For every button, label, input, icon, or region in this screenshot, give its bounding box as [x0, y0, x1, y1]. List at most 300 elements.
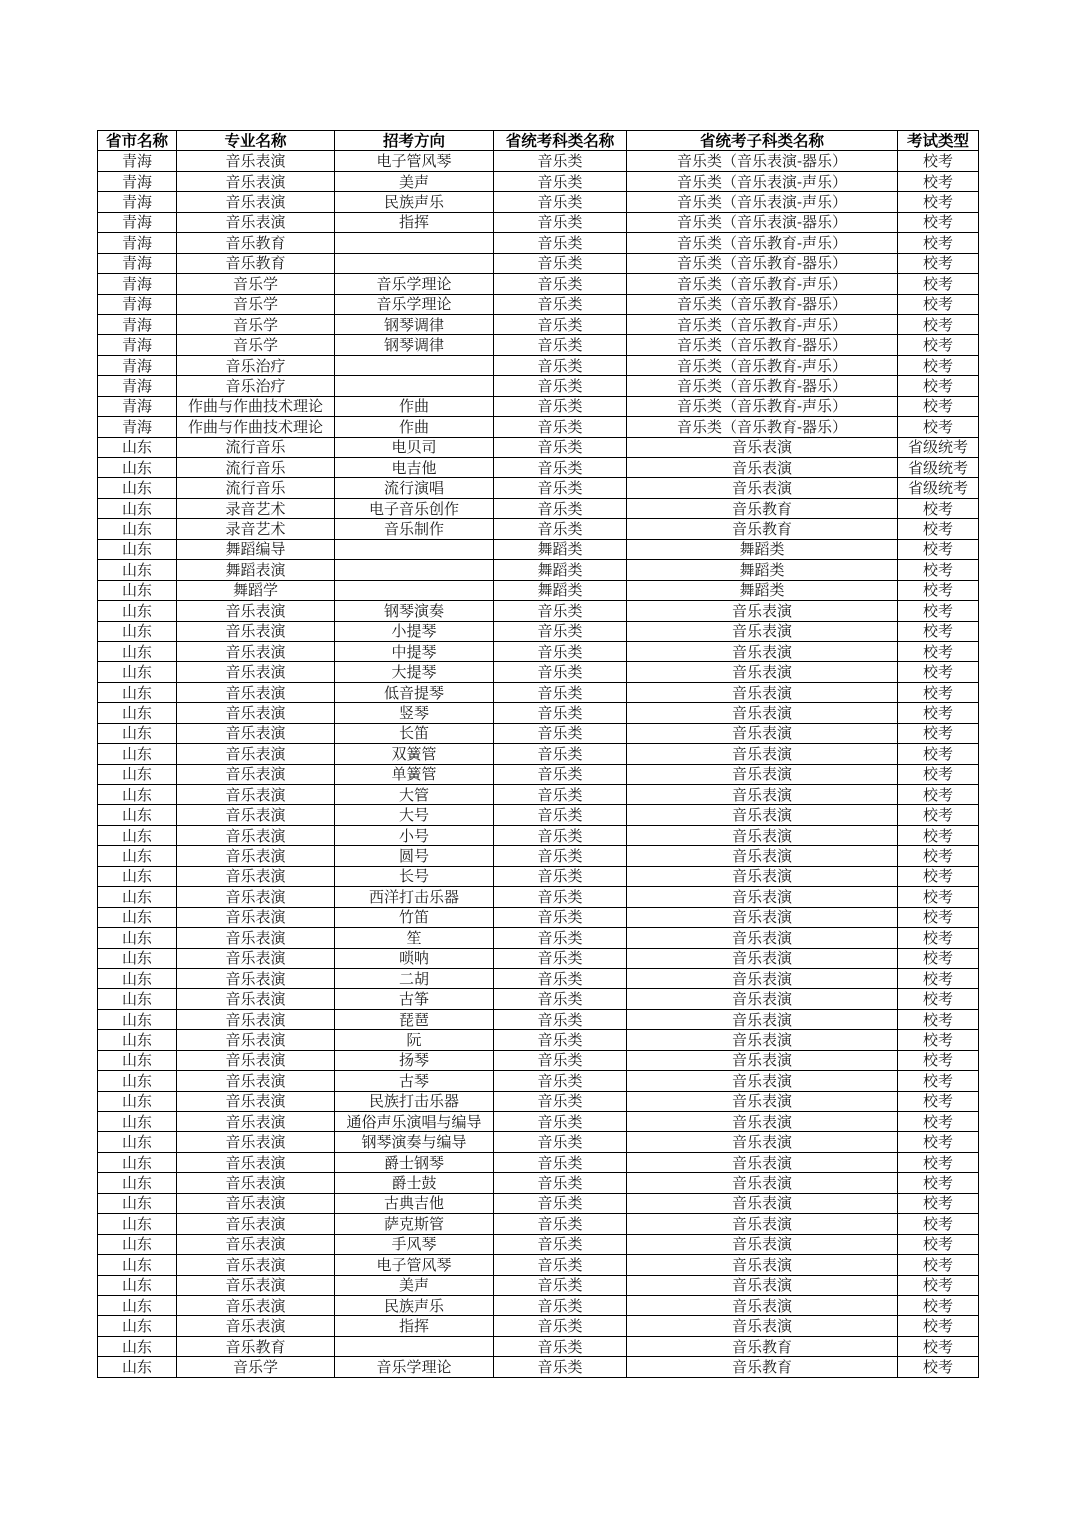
cell-exam-type: 校考 — [898, 1275, 979, 1295]
cell-direction: 音乐学理论 — [335, 294, 494, 314]
table-row — [98, 703, 979, 723]
cell-direction: 唢呐 — [335, 948, 494, 968]
table-row — [98, 1173, 979, 1193]
cell-major: 流行音乐 — [177, 437, 335, 457]
cell-province: 青海 — [98, 253, 177, 273]
cell-exam-type: 校考 — [898, 192, 979, 212]
cell-category: 音乐类 — [494, 948, 627, 968]
cell-direction: 阮 — [335, 1030, 494, 1050]
cell-province: 山东 — [98, 621, 177, 641]
cell-exam-type: 校考 — [898, 744, 979, 764]
cell-category: 音乐类 — [494, 1214, 627, 1234]
cell-major: 音乐表演 — [177, 1316, 335, 1336]
cell-subcategory: 音乐类（音乐教育-声乐） — [627, 314, 898, 334]
admissions-table — [97, 130, 979, 1378]
cell-category: 音乐类 — [494, 866, 627, 886]
cell-province: 山东 — [98, 539, 177, 559]
cell-exam-type: 校考 — [898, 887, 979, 907]
cell-subcategory: 音乐表演 — [627, 1050, 898, 1070]
cell-province: 山东 — [98, 1295, 177, 1315]
cell-subcategory: 音乐表演 — [627, 601, 898, 621]
cell-category: 音乐类 — [494, 1071, 627, 1091]
cell-exam-type: 校考 — [898, 396, 979, 416]
cell-major: 音乐表演 — [177, 212, 335, 232]
cell-exam-type: 校考 — [898, 560, 979, 580]
cell-category: 音乐类 — [494, 519, 627, 539]
cell-province: 山东 — [98, 641, 177, 661]
cell-province: 山东 — [98, 1316, 177, 1336]
cell-category: 音乐类 — [494, 478, 627, 498]
cell-major: 音乐表演 — [177, 601, 335, 621]
cell-subcategory: 音乐表演 — [627, 703, 898, 723]
table-row — [98, 1336, 979, 1356]
cell-direction — [335, 376, 494, 396]
cell-category: 音乐类 — [494, 744, 627, 764]
cell-category: 音乐类 — [494, 989, 627, 1009]
cell-exam-type: 校考 — [898, 785, 979, 805]
cell-direction: 指挥 — [335, 1316, 494, 1336]
cell-direction: 竹笛 — [335, 907, 494, 927]
cell-category: 音乐类 — [494, 968, 627, 988]
table-row — [98, 560, 979, 580]
table-row — [98, 764, 979, 784]
cell-province: 青海 — [98, 171, 177, 191]
cell-province: 山东 — [98, 1255, 177, 1275]
cell-major: 音乐表演 — [177, 907, 335, 927]
table-row — [98, 846, 979, 866]
cell-province: 山东 — [98, 1009, 177, 1029]
table-row — [98, 396, 979, 416]
cell-exam-type: 校考 — [898, 519, 979, 539]
cell-province: 山东 — [98, 1173, 177, 1193]
cell-direction: 双簧管 — [335, 744, 494, 764]
table-row — [98, 1132, 979, 1152]
cell-subcategory: 音乐类（音乐教育-声乐） — [627, 355, 898, 375]
cell-subcategory: 音乐表演 — [627, 968, 898, 988]
cell-exam-type: 校考 — [898, 968, 979, 988]
cell-major: 音乐表演 — [177, 989, 335, 1009]
table-row — [98, 580, 979, 600]
cell-direction: 长笛 — [335, 723, 494, 743]
cell-exam-type: 校考 — [898, 928, 979, 948]
cell-direction: 钢琴演奏与编导 — [335, 1132, 494, 1152]
cell-major: 音乐表演 — [177, 866, 335, 886]
cell-exam-type: 校考 — [898, 621, 979, 641]
cell-province: 山东 — [98, 437, 177, 457]
cell-direction: 古典吉他 — [335, 1193, 494, 1213]
cell-province: 山东 — [98, 458, 177, 478]
cell-province: 青海 — [98, 376, 177, 396]
cell-subcategory: 音乐表演 — [627, 458, 898, 478]
cell-exam-type: 校考 — [898, 1071, 979, 1091]
cell-direction: 指挥 — [335, 212, 494, 232]
cell-exam-type: 省级统考 — [898, 458, 979, 478]
table-row — [98, 498, 979, 518]
cell-exam-type: 校考 — [898, 355, 979, 375]
cell-subcategory: 音乐表演 — [627, 723, 898, 743]
table-row — [98, 1071, 979, 1091]
cell-category: 音乐类 — [494, 1091, 627, 1111]
cell-province: 青海 — [98, 212, 177, 232]
cell-category: 音乐类 — [494, 1357, 627, 1377]
cell-province: 青海 — [98, 274, 177, 294]
cell-subcategory: 音乐表演 — [627, 907, 898, 927]
cell-subcategory: 音乐表演 — [627, 948, 898, 968]
cell-exam-type: 校考 — [898, 1009, 979, 1029]
cell-province: 山东 — [98, 1275, 177, 1295]
cell-province: 山东 — [98, 887, 177, 907]
cell-category: 音乐类 — [494, 1275, 627, 1295]
cell-direction: 通俗声乐演唱与编导 — [335, 1112, 494, 1132]
cell-subcategory: 音乐表演 — [627, 1275, 898, 1295]
cell-exam-type: 省级统考 — [898, 437, 979, 457]
cell-category: 音乐类 — [494, 274, 627, 294]
cell-province: 山东 — [98, 866, 177, 886]
cell-category: 音乐类 — [494, 437, 627, 457]
cell-major: 音乐表演 — [177, 641, 335, 661]
cell-direction — [335, 355, 494, 375]
cell-direction: 美声 — [335, 171, 494, 191]
cell-exam-type: 校考 — [898, 764, 979, 784]
cell-category: 音乐类 — [494, 458, 627, 478]
cell-category: 音乐类 — [494, 1193, 627, 1213]
cell-subcategory: 音乐类（音乐教育-器乐） — [627, 335, 898, 355]
cell-major: 音乐学 — [177, 274, 335, 294]
cell-category: 音乐类 — [494, 907, 627, 927]
cell-province: 青海 — [98, 335, 177, 355]
cell-subcategory: 音乐表演 — [627, 764, 898, 784]
cell-direction: 西洋打击乐器 — [335, 887, 494, 907]
cell-subcategory: 音乐表演 — [627, 1009, 898, 1029]
table-row — [98, 968, 979, 988]
cell-province: 青海 — [98, 192, 177, 212]
cell-direction: 大管 — [335, 785, 494, 805]
cell-subcategory: 音乐表演 — [627, 682, 898, 702]
cell-province: 山东 — [98, 1071, 177, 1091]
cell-province: 山东 — [98, 1030, 177, 1050]
cell-exam-type: 校考 — [898, 948, 979, 968]
cell-province: 山东 — [98, 928, 177, 948]
cell-category: 音乐类 — [494, 846, 627, 866]
cell-major: 音乐表演 — [177, 1030, 335, 1050]
cell-subcategory: 音乐表演 — [627, 1255, 898, 1275]
cell-subcategory: 音乐类（音乐教育-声乐） — [627, 274, 898, 294]
cell-province: 青海 — [98, 151, 177, 171]
cell-category: 音乐类 — [494, 1030, 627, 1050]
cell-major: 音乐表演 — [177, 1009, 335, 1029]
cell-subcategory: 音乐表演 — [627, 1091, 898, 1111]
cell-category: 音乐类 — [494, 233, 627, 253]
cell-major: 音乐教育 — [177, 1336, 335, 1356]
table-row — [98, 1091, 979, 1111]
cell-subcategory: 音乐表演 — [627, 825, 898, 845]
cell-major: 音乐表演 — [177, 825, 335, 845]
cell-subcategory: 音乐表演 — [627, 846, 898, 866]
table-row — [98, 151, 979, 171]
table-row — [98, 458, 979, 478]
table-row — [98, 989, 979, 1009]
cell-subcategory: 音乐类（音乐教育-声乐） — [627, 396, 898, 416]
cell-major: 舞蹈表演 — [177, 560, 335, 580]
cell-exam-type: 校考 — [898, 846, 979, 866]
cell-major: 音乐表演 — [177, 1193, 335, 1213]
cell-subcategory: 音乐表演 — [627, 805, 898, 825]
table-row — [98, 212, 979, 232]
cell-category: 音乐类 — [494, 682, 627, 702]
table-row — [98, 928, 979, 948]
cell-direction: 二胡 — [335, 968, 494, 988]
cell-subcategory: 音乐类（音乐教育-声乐） — [627, 233, 898, 253]
header-province: 省市名称 — [98, 131, 177, 151]
table-row — [98, 294, 979, 314]
cell-category: 音乐类 — [494, 601, 627, 621]
table-row — [98, 233, 979, 253]
table-body — [98, 151, 979, 1377]
cell-direction: 美声 — [335, 1275, 494, 1295]
table-row — [98, 1193, 979, 1213]
cell-province: 青海 — [98, 314, 177, 334]
cell-category: 音乐类 — [494, 1152, 627, 1172]
cell-direction: 爵士鼓 — [335, 1173, 494, 1193]
cell-major: 音乐表演 — [177, 1112, 335, 1132]
cell-exam-type: 校考 — [898, 825, 979, 845]
cell-province: 青海 — [98, 396, 177, 416]
cell-category: 音乐类 — [494, 723, 627, 743]
table-row — [98, 335, 979, 355]
cell-category: 舞蹈类 — [494, 560, 627, 580]
cell-category: 音乐类 — [494, 171, 627, 191]
header-row — [98, 131, 979, 151]
cell-province: 山东 — [98, 1357, 177, 1377]
table-row — [98, 1357, 979, 1377]
table-row — [98, 171, 979, 191]
cell-subcategory: 音乐类（音乐教育-器乐） — [627, 294, 898, 314]
cell-exam-type: 校考 — [898, 682, 979, 702]
cell-category: 音乐类 — [494, 641, 627, 661]
table-row — [98, 1112, 979, 1132]
cell-direction: 小号 — [335, 825, 494, 845]
cell-exam-type: 校考 — [898, 703, 979, 723]
cell-direction: 电子管风琴 — [335, 1255, 494, 1275]
cell-major: 音乐表演 — [177, 744, 335, 764]
cell-province: 山东 — [98, 1214, 177, 1234]
cell-direction: 低音提琴 — [335, 682, 494, 702]
table-row — [98, 907, 979, 927]
cell-exam-type: 校考 — [898, 335, 979, 355]
table-row — [98, 948, 979, 968]
cell-category: 音乐类 — [494, 335, 627, 355]
cell-major: 音乐表演 — [177, 171, 335, 191]
cell-exam-type: 校考 — [898, 1152, 979, 1172]
cell-direction: 扬琴 — [335, 1050, 494, 1070]
cell-direction — [335, 1336, 494, 1356]
table-row — [98, 519, 979, 539]
table-row — [98, 1275, 979, 1295]
cell-subcategory: 音乐表演 — [627, 1234, 898, 1254]
table-row — [98, 478, 979, 498]
cell-province: 山东 — [98, 1091, 177, 1111]
cell-major: 音乐学 — [177, 335, 335, 355]
cell-category: 音乐类 — [494, 417, 627, 437]
cell-exam-type: 校考 — [898, 641, 979, 661]
cell-subcategory: 音乐教育 — [627, 1336, 898, 1356]
table-row — [98, 1255, 979, 1275]
cell-direction: 音乐学理论 — [335, 274, 494, 294]
cell-subcategory: 音乐表演 — [627, 887, 898, 907]
cell-province: 青海 — [98, 233, 177, 253]
table-row — [98, 1152, 979, 1172]
cell-major: 音乐表演 — [177, 1152, 335, 1172]
cell-direction: 长号 — [335, 866, 494, 886]
cell-exam-type: 校考 — [898, 233, 979, 253]
cell-province: 山东 — [98, 744, 177, 764]
header-direction: 招考方向 — [335, 131, 494, 151]
cell-direction: 电子音乐创作 — [335, 498, 494, 518]
cell-exam-type: 校考 — [898, 1193, 979, 1213]
cell-category: 音乐类 — [494, 662, 627, 682]
cell-direction: 爵士钢琴 — [335, 1152, 494, 1172]
cell-direction: 大提琴 — [335, 662, 494, 682]
cell-direction: 钢琴演奏 — [335, 601, 494, 621]
cell-direction: 中提琴 — [335, 641, 494, 661]
cell-major: 音乐教育 — [177, 233, 335, 253]
cell-exam-type: 校考 — [898, 1132, 979, 1152]
header-category: 省统考科类名称 — [494, 131, 627, 151]
cell-category: 音乐类 — [494, 1336, 627, 1356]
cell-exam-type: 校考 — [898, 1295, 979, 1315]
cell-direction: 圆号 — [335, 846, 494, 866]
cell-province: 山东 — [98, 907, 177, 927]
cell-category: 音乐类 — [494, 1009, 627, 1029]
cell-province: 青海 — [98, 355, 177, 375]
table-row — [98, 1214, 979, 1234]
cell-direction: 钢琴调律 — [335, 335, 494, 355]
cell-exam-type: 校考 — [898, 539, 979, 559]
cell-major: 录音艺术 — [177, 498, 335, 518]
table-row — [98, 192, 979, 212]
cell-province: 山东 — [98, 785, 177, 805]
table-row — [98, 641, 979, 661]
cell-subcategory: 音乐表演 — [627, 1152, 898, 1172]
cell-exam-type: 校考 — [898, 907, 979, 927]
cell-category: 音乐类 — [494, 1112, 627, 1132]
cell-category: 音乐类 — [494, 1132, 627, 1152]
table-header — [98, 131, 979, 151]
cell-category: 音乐类 — [494, 498, 627, 518]
cell-province: 山东 — [98, 989, 177, 1009]
cell-major: 流行音乐 — [177, 458, 335, 478]
cell-province: 山东 — [98, 846, 177, 866]
cell-exam-type: 校考 — [898, 1255, 979, 1275]
cell-subcategory: 音乐表演 — [627, 744, 898, 764]
cell-category: 音乐类 — [494, 314, 627, 334]
cell-category: 音乐类 — [494, 887, 627, 907]
cell-subcategory: 音乐表演 — [627, 641, 898, 661]
cell-direction: 流行演唱 — [335, 478, 494, 498]
cell-exam-type: 校考 — [898, 723, 979, 743]
cell-category: 音乐类 — [494, 1316, 627, 1336]
cell-category: 音乐类 — [494, 1234, 627, 1254]
cell-province: 山东 — [98, 1112, 177, 1132]
cell-major: 音乐表演 — [177, 805, 335, 825]
cell-exam-type: 校考 — [898, 294, 979, 314]
cell-category: 舞蹈类 — [494, 580, 627, 600]
cell-subcategory: 音乐类（音乐教育-器乐） — [627, 417, 898, 437]
cell-direction — [335, 539, 494, 559]
cell-category: 音乐类 — [494, 1173, 627, 1193]
table-row — [98, 437, 979, 457]
table-row — [98, 785, 979, 805]
cell-major: 音乐表演 — [177, 785, 335, 805]
header-exam-type: 考试类型 — [898, 131, 979, 151]
cell-exam-type: 校考 — [898, 253, 979, 273]
cell-major: 音乐表演 — [177, 764, 335, 784]
table-row — [98, 866, 979, 886]
cell-province: 山东 — [98, 1132, 177, 1152]
cell-province: 山东 — [98, 948, 177, 968]
table-row — [98, 744, 979, 764]
cell-subcategory: 音乐表演 — [627, 662, 898, 682]
cell-major: 音乐表演 — [177, 1234, 335, 1254]
cell-major: 音乐表演 — [177, 1091, 335, 1111]
cell-major: 音乐表演 — [177, 151, 335, 171]
cell-category: 音乐类 — [494, 825, 627, 845]
cell-province: 山东 — [98, 723, 177, 743]
cell-direction: 钢琴调律 — [335, 314, 494, 334]
cell-province: 山东 — [98, 560, 177, 580]
cell-direction: 音乐制作 — [335, 519, 494, 539]
cell-direction: 笙 — [335, 928, 494, 948]
cell-direction: 电贝司 — [335, 437, 494, 457]
table-row — [98, 253, 979, 273]
cell-province: 山东 — [98, 1234, 177, 1254]
table-row — [98, 417, 979, 437]
cell-subcategory: 音乐表演 — [627, 928, 898, 948]
cell-category: 音乐类 — [494, 764, 627, 784]
cell-major: 音乐表演 — [177, 1214, 335, 1234]
cell-province: 山东 — [98, 580, 177, 600]
cell-exam-type: 省级统考 — [898, 478, 979, 498]
cell-province: 山东 — [98, 601, 177, 621]
header-subcategory: 省统考子科类名称 — [627, 131, 898, 151]
cell-category: 音乐类 — [494, 355, 627, 375]
cell-major: 音乐表演 — [177, 723, 335, 743]
cell-major: 音乐表演 — [177, 1255, 335, 1275]
cell-exam-type: 校考 — [898, 1336, 979, 1356]
cell-exam-type: 校考 — [898, 314, 979, 334]
cell-exam-type: 校考 — [898, 580, 979, 600]
cell-exam-type: 校考 — [898, 1091, 979, 1111]
cell-major: 音乐表演 — [177, 1050, 335, 1070]
table-row — [98, 1234, 979, 1254]
cell-major: 音乐表演 — [177, 1173, 335, 1193]
cell-category: 音乐类 — [494, 192, 627, 212]
cell-subcategory: 音乐表演 — [627, 1295, 898, 1315]
cell-category: 音乐类 — [494, 151, 627, 171]
table-row — [98, 1009, 979, 1029]
cell-subcategory: 音乐表演 — [627, 989, 898, 1009]
cell-category: 音乐类 — [494, 376, 627, 396]
cell-subcategory: 音乐类（音乐表演-器乐） — [627, 212, 898, 232]
cell-subcategory: 舞蹈类 — [627, 580, 898, 600]
cell-exam-type: 校考 — [898, 989, 979, 1009]
cell-major: 音乐表演 — [177, 662, 335, 682]
cell-subcategory: 音乐教育 — [627, 519, 898, 539]
cell-major: 作曲与作曲技术理论 — [177, 417, 335, 437]
table-row — [98, 274, 979, 294]
cell-subcategory: 音乐表演 — [627, 866, 898, 886]
cell-exam-type: 校考 — [898, 376, 979, 396]
